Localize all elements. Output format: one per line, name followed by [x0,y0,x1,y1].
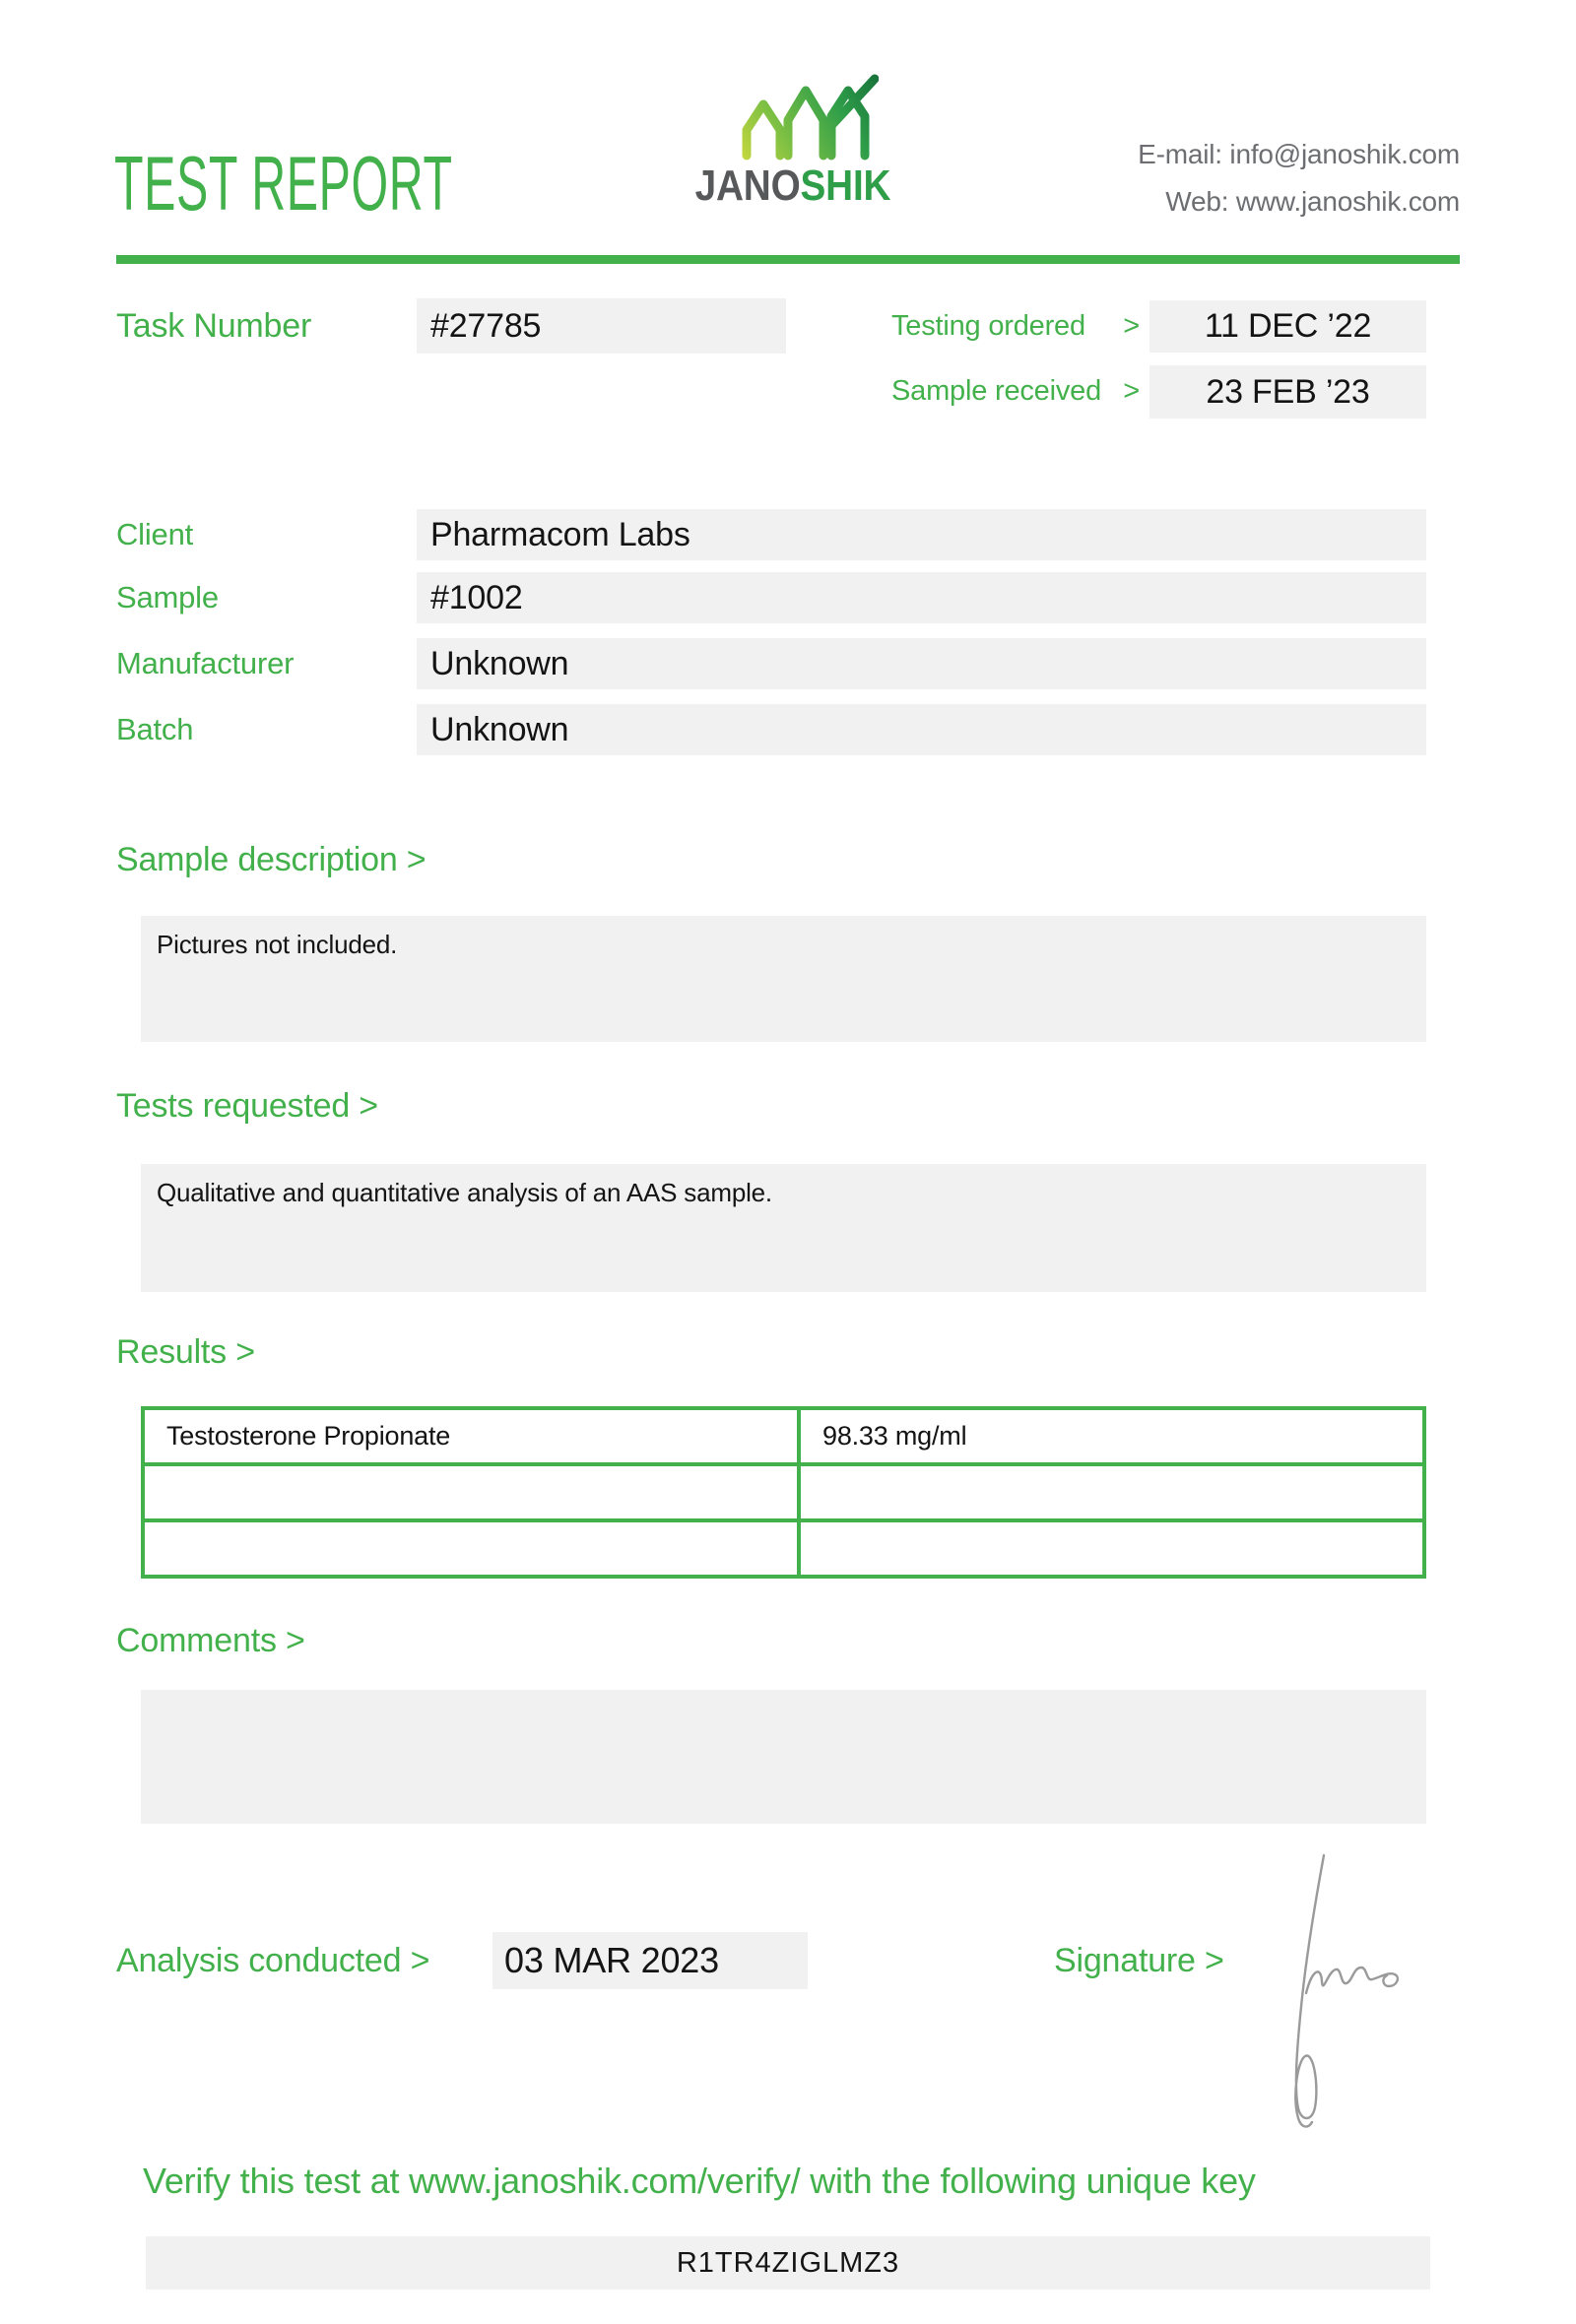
verify-key: R1TR4ZIGLMZ3 [146,2236,1430,2290]
analysis-date-value: 03 MAR 2023 [492,1932,808,1989]
sample-received-row [891,363,1140,419]
result-substance [143,1520,799,1577]
header-divider [116,255,1460,264]
result-substance: Testosterone Propionate [143,1408,799,1464]
manufacturer-value: Unknown [417,638,1426,689]
verify-instruction: Verify this test at www.janoshik.com/verify/ with the following unique key [143,2161,1256,2201]
contact-web: Web: www.janoshik.com [1165,186,1460,217]
batch-label: Batch [116,712,194,746]
sample-received-label: Sample received [891,374,1101,407]
result-amount [799,1520,1424,1577]
analysis-conducted-label: Analysis conducted > [116,1942,430,1979]
comments-box [141,1690,1426,1824]
batch-value: Unknown [417,704,1426,755]
testing-ordered-row [891,298,1140,354]
signature-image [1271,1849,1428,2135]
contact-email: E-mail: info@janoshik.com [1138,139,1460,169]
growth-bars-icon [731,73,879,163]
sample-value: #1002 [417,572,1426,623]
client-value: Pharmacom Labs [417,509,1426,560]
sample-description-heading: Sample description > [116,841,427,878]
results-heading: Results > [116,1333,255,1371]
testing-ordered-value: 11 DEC ’22 [1149,300,1426,353]
task-number-label: Task Number [116,307,312,345]
contact-block [985,131,1460,226]
logo-wordmark [689,161,896,211]
results-table [141,1406,1426,1579]
arrow-glyph: > [1123,374,1140,407]
tests-requested-box: Qualitative and quantitative analysis of an AAS sample. [141,1164,1426,1292]
result-amount [799,1464,1424,1520]
sample-received-value: 23 FEB ’23 [1149,365,1426,419]
table-row [143,1520,1424,1577]
logo-text-shik: SHIK [800,161,891,210]
logo-text-jano: JANO [694,161,801,210]
comments-heading: Comments > [116,1622,305,1659]
arrow-glyph: > [1123,309,1140,342]
table-row [143,1464,1424,1520]
sample-label: Sample [116,580,219,614]
task-number-value: #27785 [417,298,786,354]
result-amount: 98.33 mg/ml [799,1408,1424,1464]
client-label: Client [116,517,194,551]
manufacturer-label: Manufacturer [116,646,295,680]
result-substance [143,1464,799,1520]
sample-description-box: Pictures not included. [141,916,1426,1042]
signature-label: Signature > [1054,1942,1224,1979]
tests-requested-heading: Tests requested > [116,1087,378,1125]
testing-ordered-label: Testing ordered [891,309,1085,342]
page-title: TEST REPORT [114,140,453,226]
table-row [143,1408,1424,1464]
